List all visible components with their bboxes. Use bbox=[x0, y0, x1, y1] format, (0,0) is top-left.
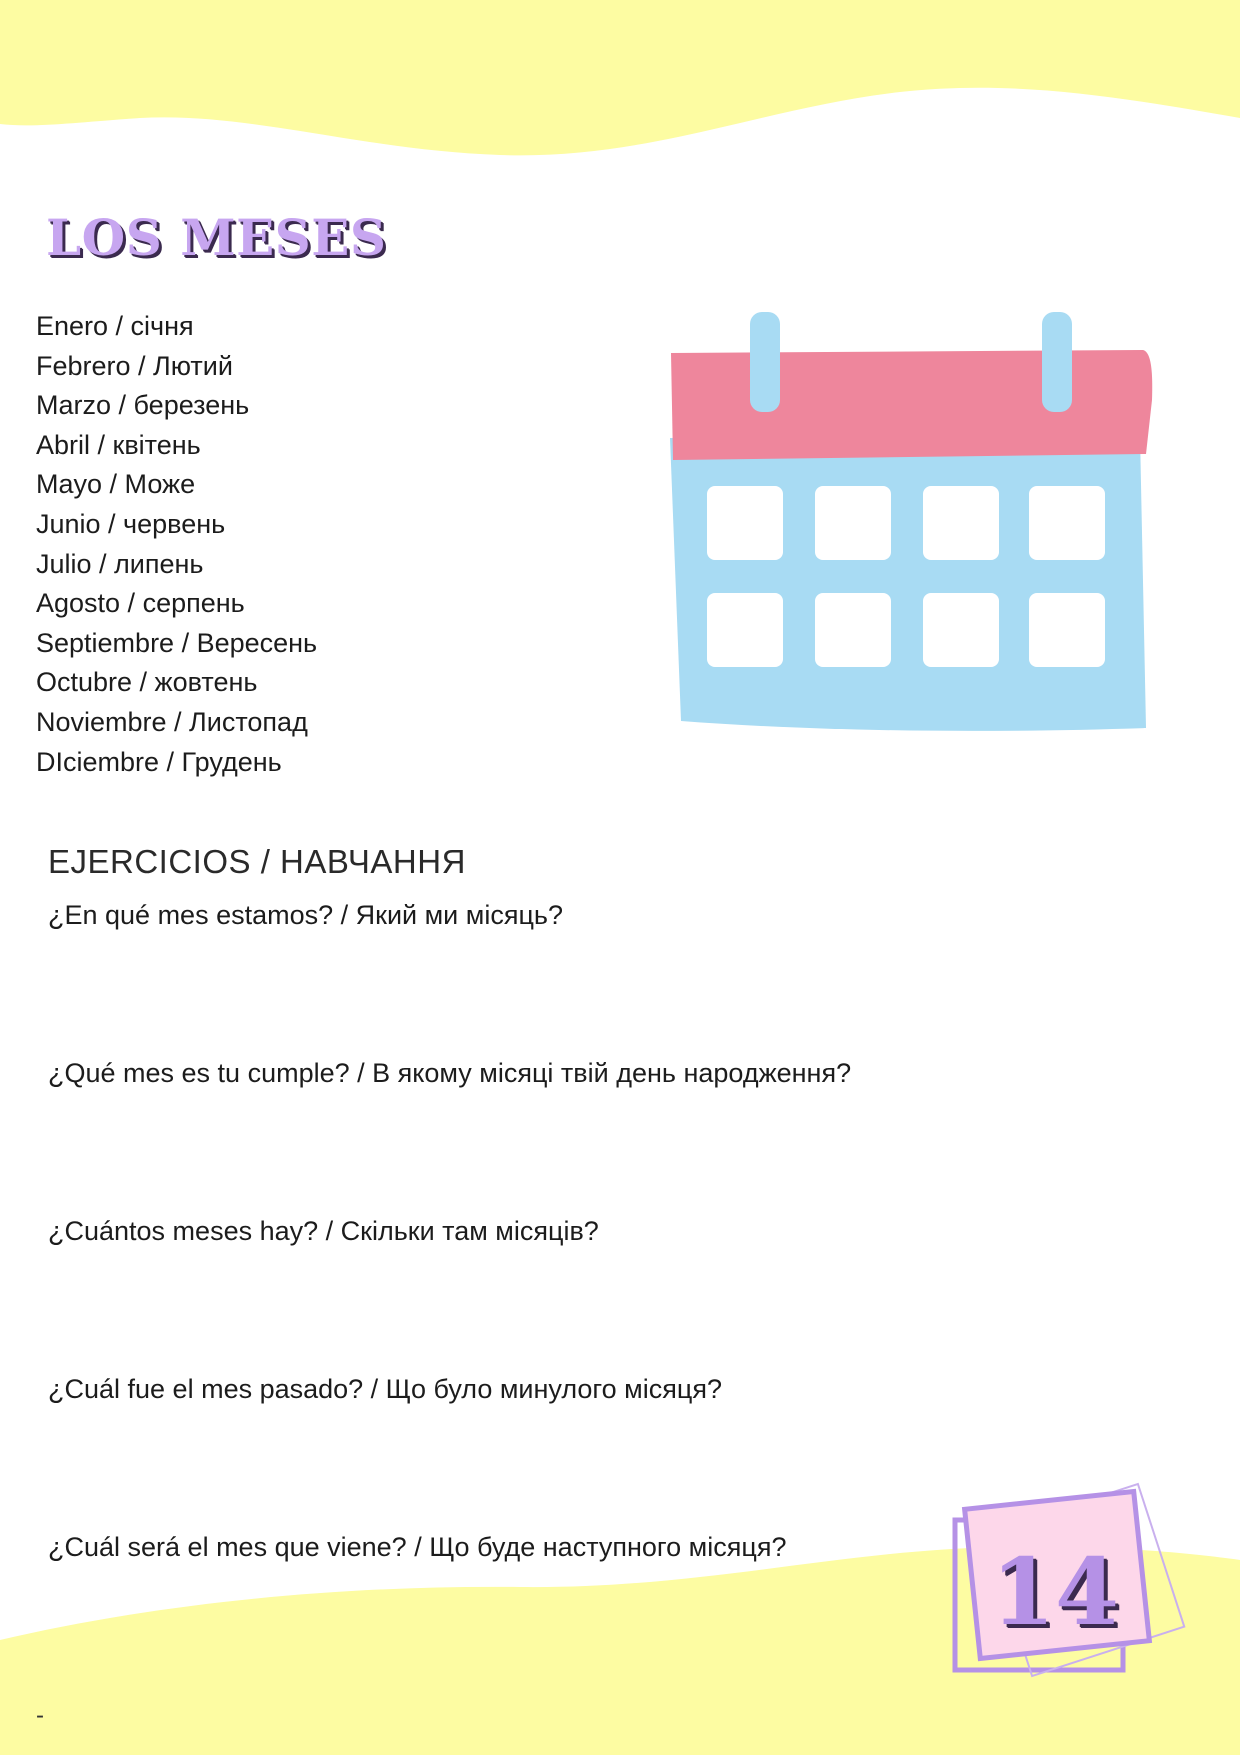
month-item-6: Junio / червень bbox=[36, 508, 226, 539]
page-number-badge bbox=[950, 1480, 1200, 1710]
question-1: ¿En qué mes estamos? / Який ми місяць? bbox=[48, 900, 563, 930]
question-5: ¿Cuál será el mes que viene? / Що буде наступного місяця? bbox=[48, 1532, 787, 1562]
month-item-4: Abril / квітень bbox=[36, 429, 201, 460]
month-item-1: Enero / січня bbox=[36, 311, 194, 341]
month-item-11: Noviembre / Листопад bbox=[36, 706, 308, 737]
top-wave-decoration bbox=[0, 0, 1240, 170]
footer-mark: - bbox=[36, 1702, 44, 1729]
month-item-7: Julio / липень bbox=[36, 548, 204, 579]
calendar-icon bbox=[665, 308, 1155, 738]
month-item-2: Febrero / Лютий bbox=[36, 350, 233, 381]
question-4: ¿Cuál fue el mes pasado? / Що було минулого місяця? bbox=[48, 1374, 722, 1404]
page-number: 14 bbox=[990, 1538, 1120, 1646]
month-item-8: Agosto / серпень bbox=[36, 588, 245, 619]
month-item-3: Marzo / березень bbox=[36, 390, 250, 421]
month-item-10: Octubre / жовтень bbox=[36, 667, 258, 698]
exercises-title: EJERCICIOS / НАВЧАННЯ bbox=[48, 843, 466, 880]
month-item-12: DIciembre / Грудень bbox=[36, 746, 282, 777]
month-item-5: Mayo / Може bbox=[36, 469, 196, 500]
question-2: ¿Qué mes es tu cumple? / В якому місяці твій день народження? bbox=[48, 1058, 852, 1088]
months-list bbox=[36, 307, 317, 782]
page-title: LOS MESES bbox=[46, 208, 387, 267]
month-item-9: Septiembre / Вересень bbox=[36, 627, 318, 658]
question-3: ¿Cuántos meses hay? / Скільки там місяців? bbox=[48, 1216, 599, 1246]
